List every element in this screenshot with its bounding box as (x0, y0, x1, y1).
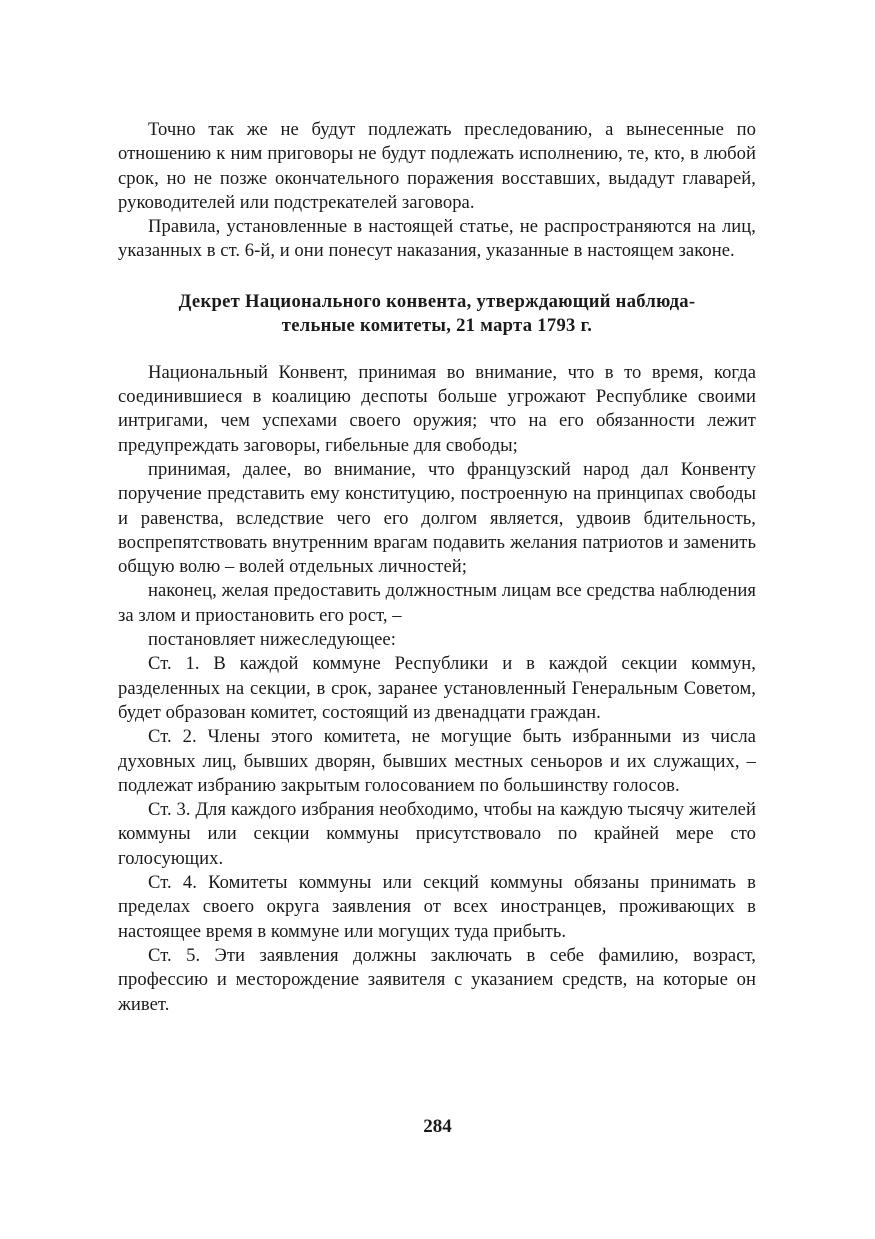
article-1: Ст. 1. В каждой коммуне Республики и в каждой секции коммун, разделенных на секции, в срок, заранее установленный Генеральным Советом, будет образован комитет, состоящий из двенадцати граждан. (118, 653, 756, 723)
decree-body (118, 361, 756, 1017)
article-2: Ст. 2. Члены этого комитета, не могущие быть избранными из числа духовных лиц, бывших дворян, бывших местных сеньоров и их служащих, – подлежат избранию закрытым голосованием по большинству голосов. (118, 726, 756, 796)
paragraph: наконец, желая предоставить должностным лицам все средства наблюдения за злом и приостановить его рост, – (118, 580, 756, 626)
article-5: Ст. 5. Эти заявления должны заключать в себе фамилию, возраст, профессию и месторождение заявителя с указанием средств, на которые он живет. (118, 944, 756, 1015)
paragraph: принимая, далее, во внимание, что французский народ дал Конвенту поручение представить ему конституцию, построенную на принципах свободы и равенства, вследствие чего его долгом является, удвоив бдительность, воспрепятствовать внутренним врагам подавить желания патриотов и заменить общую волю – волей отдельных личностей; (118, 458, 756, 578)
heading-line: тельные комитеты, 21 марта 1793 г. (281, 315, 593, 337)
decree-heading (118, 290, 756, 339)
paragraph: Правила, установленные в настоящей статье, не распространяются на лиц, указанных в ст. 6-й, и они понесут наказания, указанные в настоящем законе. (118, 216, 756, 262)
intro-text (118, 118, 756, 264)
heading-line: Декрет Национального конвента, утверждающий наблюда- (178, 290, 696, 312)
article-4: Ст. 4. Комитеты коммуны или секций коммуны обязаны принимать в пределах своего округа заявления от всех иностранцев, проживающих в настоящее время в коммуне или могущих туда прибыть. (118, 872, 756, 942)
paragraph: Точно так же не будут подлежать преследованию, а вынесенные по отношению к ним приговоры не будут подлежать исполнению, те, кто, в любой срок, но не позже окончательного поражения восставших, выдадут главарей, руководителей или подстрекателей заговора. (118, 119, 756, 213)
article-3: Ст. 3. Для каждого избрания необходимо, чтобы на каждую тысячу жителей коммуны или секции коммуны присутствовало по крайней мере сто голосующих. (118, 799, 756, 869)
paragraph: Национальный Конвент, принимая во внимание, что в то время, когда соединившиеся в коалицию деспоты больше угрожают Республике своими интригами, чем успехами своего оружия; что на его обязанности лежит предупреждать заговоры, гибельные для свободы; (118, 361, 756, 456)
page-number: 284 (423, 1116, 452, 1137)
paragraph: постановляет нижеследующее: (148, 629, 396, 651)
page-content (118, 118, 756, 1017)
